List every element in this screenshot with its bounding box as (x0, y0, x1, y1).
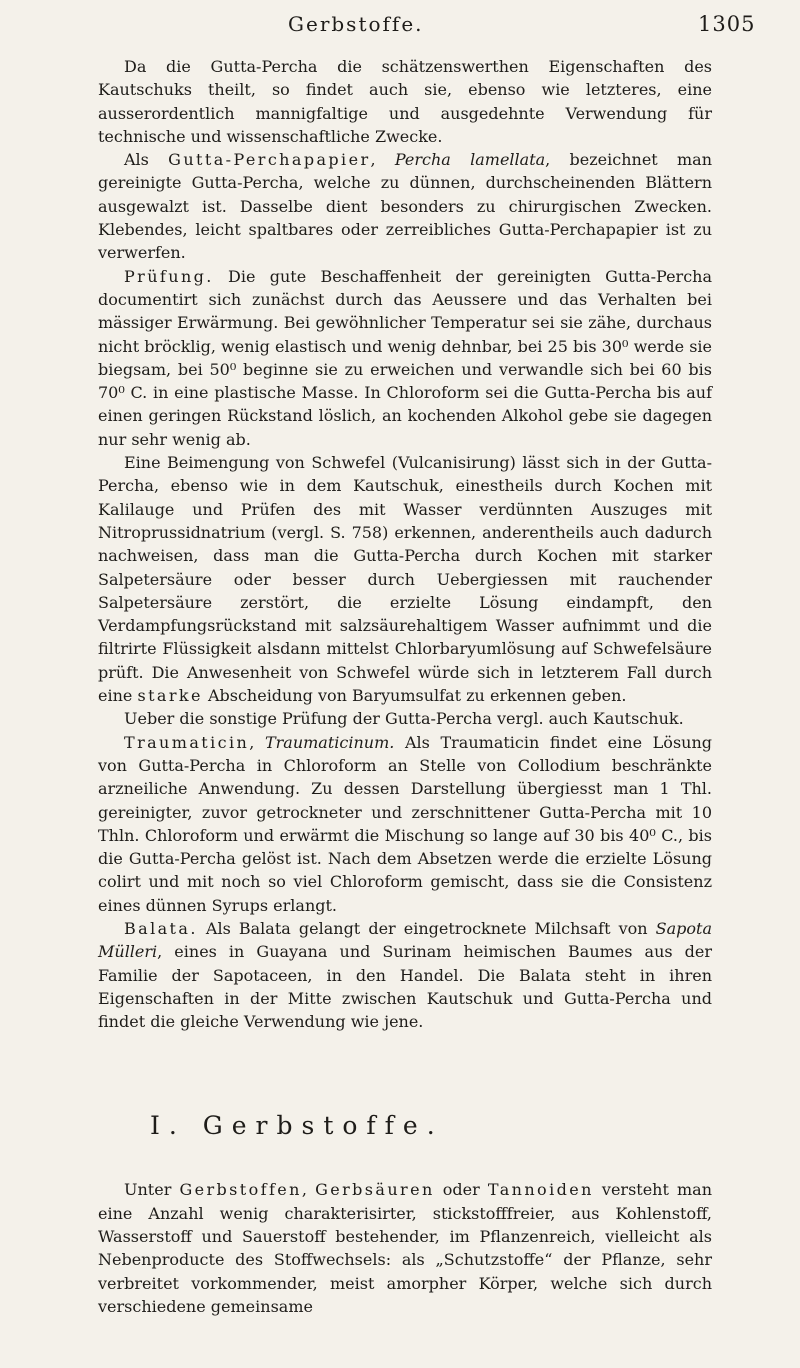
paragraph-text: versteht man eine Anzahl wenig charakterisirter, stickstofffreier, aus Kohlenstoff, Wasserstoff und Sauerstoff bestehender, im Pflanzenreich, vielleicht als Nebenproducte des Stoffwechsels: als „Schutzstoffe“ der Pflanze, sehr verbreitet vorkommender, meist amorpher Körper, welche sich durch verschiedene gemeinsame (98, 1180, 713, 1316)
spaced-term: Gerbstoffen (179, 1180, 302, 1200)
punctuation: , (301, 1180, 316, 1200)
paragraph-text: Da die Gutta-Percha die schätzenswerthen Eigenschaften des Kautschuks theilt, so findet auch sie, ebenso wie letzteres, eine ausserordentlich mannigfaltige und ausgedehnte Verwendung für technische und wissenschaftliche Zwecke. (98, 57, 712, 146)
section-heading: I. Gerbstoffe. (150, 1111, 444, 1141)
spaced-term: Prüfung. (124, 266, 214, 286)
paragraph-traumaticin (98, 731, 712, 917)
paragraph-pruefung (98, 265, 712, 451)
paragraph-gutta-percha-uses (98, 55, 712, 148)
paragraph-schwefel (98, 451, 712, 707)
paragraph-sonstige-pruefung (98, 707, 712, 730)
punctuation: , (370, 150, 395, 170)
spaced-term: Gerbsäuren (315, 1180, 435, 1200)
text-body (98, 55, 712, 1318)
latin-term: Sapota Mülleri (98, 918, 712, 962)
paragraph-text: oder (434, 1180, 488, 1200)
paragraph-text: Die gute Beschaffenheit der gereinigten Gutta-Percha documentirt sich zunächst durch das Aeussere und das Verhalten bei mässiger Erwärmung. Bei gewöhnlicher Temperatur sei sie zähe, durchaus nicht bröcklig, wenig elastisch und wenig dehnbar, bei 25 bis 30⁰ werde sie biegsam, bei 50⁰ beginne sie zu erweichen und verwandle sich bei 60 bis 70⁰ C. in eine plastische Masse. In Chloroform sei die Gutta-Percha bis auf einen geringen Rückstand löslich, an kochenden Alkohol gebe sie dagegen nur sehr wenig ab. (98, 266, 712, 449)
spaced-term: Tannoiden (487, 1180, 594, 1200)
spaced-term: Gutta-Perchapapier (168, 150, 371, 170)
paragraph-text: Ueber die sonstige Prüfung der Gutta-Percha vergl. auch Kautschuk. (124, 709, 684, 729)
paragraph-text: Abscheidung von Baryumsulfat zu erkennen geben. (202, 686, 627, 706)
paragraph-gerbstoffe-definition (98, 1178, 712, 1318)
emphasis-term: starke (137, 686, 203, 706)
paragraph-text: Als Traumaticin findet eine Lösung von Gutta-Percha in Chloroform an Stelle von Collodium beschränkte arzneiliche Anwendung. Zu dessen Darstellung übergiesst man 1 Thl. gereinigter, zuvor getrockneter und zerschnittener Gutta-Percha mit 10 Thln. Chloroform und erwärmt die Mischung so lange auf 30 bis 40⁰ C., bis die Gutta-Percha gelöst ist. Nach dem Absetzen werde die erzielte Lösung colirt und mit noch so viel Chloroform gemischt, dass sie die Consistenz eines dünnen Syrups erlangt. (98, 732, 713, 915)
paragraph-text: , bezeichnet man gereinigte Gutta-Percha, welche zu dünnen, durchscheinenden Blättern ausgewalzt ist. Dasselbe dient besonders zu chirurgischen Zwecken. Klebendes, leicht spaltbares oder zerreibliches Gutta-Perchapapier ist zu verwerfen. (98, 150, 713, 263)
paragraph-text: Als (124, 150, 149, 170)
page-number: 1305 (698, 12, 756, 36)
paragraph-balata (98, 917, 712, 1033)
latin-term: Percha lamellata (394, 150, 546, 170)
spaced-term: Balata. (124, 918, 198, 938)
paragraph-text: , eines in Guayana und Surinam heimischen Baumes aus der Familie der Sapotaceen, in den Handel. Die Balata steht in ihren Eigenschaften in der Mitte zwischen Kautschuk und Gutta-Percha und findet die gleiche Verwendung wie jene. (98, 942, 712, 1032)
punctuation: , (249, 732, 265, 752)
running-head (0, 8, 800, 38)
paragraph-perchapapier (98, 148, 712, 264)
paragraph-text: Unter (124, 1180, 180, 1200)
running-title: Gerbstoffe. (288, 12, 424, 36)
spaced-term: Traumaticin (124, 732, 250, 752)
latin-term: Traumaticinum. (264, 732, 395, 752)
paragraph-text: Als Balata gelangt der eingetrocknete Milchsaft von (197, 918, 656, 938)
paragraph-text: Eine Beimengung von Schwefel (Vulcanisirung) lässt sich in der Gutta-Percha, ebenso wie in dem Kautschuk, einestheils durch Kochen mit Kalilauge und Prüfen des mit Wasser verdünnten Auszuges mit Nitroprussidnatrium (vergl. S. 758) erkennen, anderentheils auch dadurch nachweisen, dass man die Gutta-Percha durch Kochen mit starker Salpetersäure oder besser durch Uebergiessen mit rauchender Salpetersäure zerstört, die erzielte Lösung eindampft, den Verdampfungsrückstand mit salzsäurehaltigem Wasser aufnimmt und die filtrirte Flüssigkeit alsdann mittelst Chlorbaryumlösung auf Schwefelsäure prüft. Die Anwesenheit von Schwefel würde sich in letzterem Fall durch eine (98, 453, 712, 706)
